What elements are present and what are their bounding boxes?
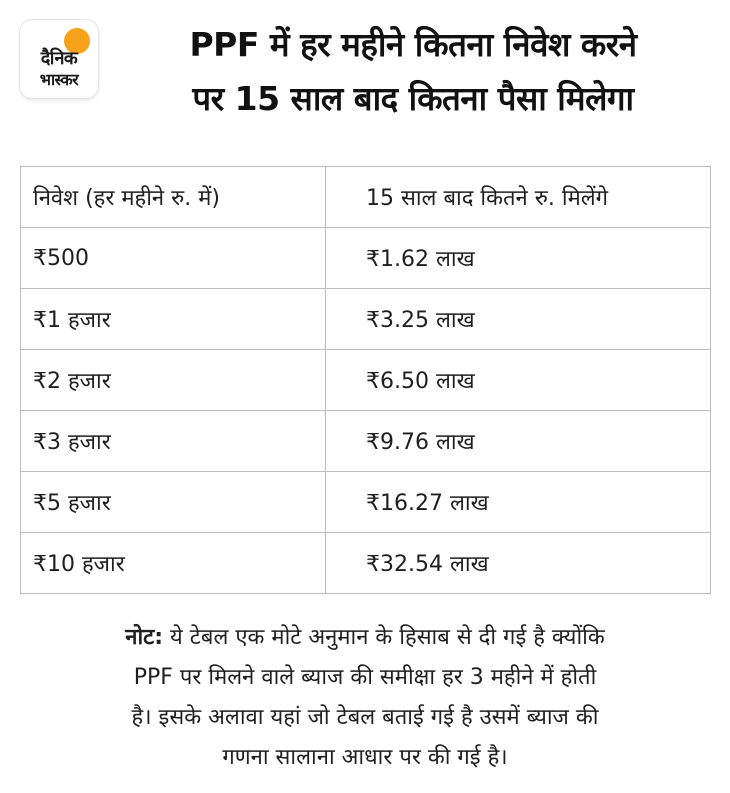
cell-maturity: ₹6.50 लाख: [326, 350, 711, 411]
title-line1: PPF में हर महीने कितना निवेश करने: [189, 25, 637, 64]
cell-investment: ₹500: [21, 228, 326, 289]
note-line2: PPF पर मिलने वाले ब्याज की समीक्षा हर 3 महीने में होती: [133, 665, 597, 690]
note-line3: है। इसके अलावा यहां जो टेबल बताई गई है उसमें ब्याज की: [131, 705, 599, 730]
table-row: [21, 411, 711, 472]
logo-text-line2: भास्कर: [39, 70, 79, 89]
table-row: [21, 472, 711, 533]
cell-maturity: ₹16.27 लाख: [326, 472, 711, 533]
cell-investment: ₹5 हजार: [21, 472, 326, 533]
cell-investment: ₹3 हजार: [21, 411, 326, 472]
title-line2: पर 15 साल बाद कितना पैसा मिलेगा: [192, 79, 634, 118]
cell-investment: ₹2 हजार: [21, 350, 326, 411]
logo-text-line1: दैनिक: [40, 48, 78, 69]
cell-maturity: ₹9.76 लाख: [326, 411, 711, 472]
table-row: [21, 228, 711, 289]
table-row: [21, 289, 711, 350]
note-line1: [20, 618, 710, 658]
page-title: [108, 18, 718, 126]
table-row: [21, 533, 711, 594]
table-header-row: [21, 167, 711, 228]
cell-investment: ₹1 हजार: [21, 289, 326, 350]
cell-maturity: ₹3.25 लाख: [326, 289, 711, 350]
header-maturity: 15 साल बाद कितने रु. मिलेंगे: [326, 167, 711, 228]
cell-maturity: ₹32.54 लाख: [326, 533, 711, 594]
header-investment: निवेश (हर महीने रु. में): [21, 167, 326, 228]
ppf-table: [20, 166, 711, 594]
table-row: [21, 350, 711, 411]
note-text1: ये टेबल एक मोटे अनुमान के हिसाब से दी गई है क्योंकि: [163, 625, 605, 650]
note-line4: गणना सालाना आधार पर की गई है।: [222, 745, 508, 770]
note-label: नोट:: [125, 625, 164, 650]
footnote: [20, 618, 710, 778]
dainik-bhaskar-logo: [20, 20, 98, 98]
cell-investment: ₹10 हजार: [21, 533, 326, 594]
cell-maturity: ₹1.62 लाख: [326, 228, 711, 289]
